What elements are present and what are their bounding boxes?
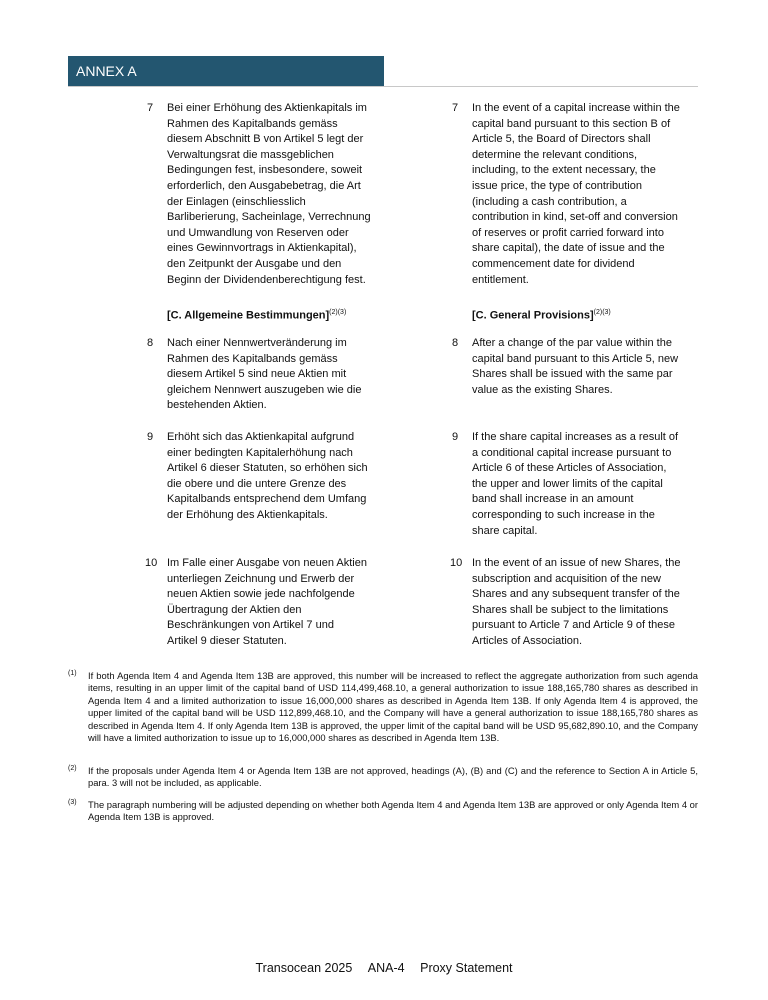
footnote-text: If the proposals under Agenda Item 4 or Agenda Item 13B are not approved, headings (A), (B) and (C) and the reference to Section A in Article 5, para. 3 will not be included, as applicable. (88, 765, 698, 789)
right-heading-footnote-ref: (2)(3) (593, 309, 611, 316)
right-p10-text: In the event of an issue of new Shares, the subscription and acquisition of the new Shares and any subsequent transfer of the Shares shall be subject to the limitations pursuant to Article 7 and Article 9 of these Articles of Association. (472, 557, 681, 647)
right-p8-number: 8 (452, 337, 459, 349)
footnote-marker: (1) (68, 670, 77, 677)
left-p10-text: Im Falle einer Ausgabe von neuen Aktien unterliegen Zeichnung und Erwerb der neuen Aktien sowie jede nachfolgende Übertragung der Aktien den Beschränkungen von Artikel 7 und Artikel 9 dieser Statuten. (167, 557, 367, 647)
right-heading-text: [C. General Provisions] (472, 309, 594, 322)
left-p8-text: Nach einer Nennwertveränderung im Rahmen des Kapitalbands gemäss diesem Artikel 5 sind neue Aktien mit gleichem Nennwert auszugeben wie die bestehenden Aktien. (167, 337, 362, 412)
left-p7-text: Bei einer Erhöhung des Aktienkapitals im Rahmen des Kapitalbands gemäss diesem Abschnitt B von Artikel 5 legt der Verwaltungsrat die massgeblichen Bedingungen fest, insbesondere, soweit erforderlich, den Ausgabebetrag, die Art der Einlagen (einschliesslich Barliberierung, Sacheinlage, Verrechnung und Umwandlung von Reserven oder eines Gewinnvortrags in Aktienkapital), den Zeitpunkt der Ausgabe und den Beginn der Dividendenberechtigung fest. (167, 102, 371, 286)
right-section-heading (472, 305, 611, 324)
page-footer (0, 961, 768, 975)
footnote-marker: (3) (68, 799, 77, 806)
annex-header: ANNEX A (68, 56, 384, 86)
right-p9-text: If the share capital increases as a result of a conditional capital increase pursuant to Article 6 of these Articles of Association, the upper and lower limits of the capital band shall increase in an amount corresponding to such increase in the share capital. (472, 431, 679, 537)
left-heading-text: [C. Allgemeine Bestimmungen] (167, 309, 330, 322)
right-p9-number: 9 (452, 431, 459, 443)
right-p7-number: 7 (452, 102, 459, 114)
footer-document: Proxy Statement (420, 961, 513, 975)
left-section-heading (167, 305, 346, 324)
footer-company: Transocean 2025 (255, 961, 353, 975)
left-p9-number: 9 (147, 431, 154, 443)
left-heading-footnote-ref: (2)(3) (329, 309, 347, 316)
left-p8-number: 8 (147, 337, 154, 349)
footnote-text: If both Agenda Item 4 and Agenda Item 13B are approved, this number will be increased to reflect the aggregate authorization from such agenda items, resulting in an upper limit of the capital band of USD 114,499,468.10, a general authorization to issue 188,165,780 shares as described in Agenda Item 4 and a limited authorization to issue 16,000,000 shares as described in Agenda Item 13B. If only Agenda Item 4 is approved, the upper limited of the capital band will be USD 112,899,468.10, and the Company will have a general authorization to issue 188,165,780 shares as described in Agenda Item 4. If only Agenda Item 13B is approved, the upper limit of the capital band will be USD 95,682,890.10, and the Company will have a limited authorization to issue up to 16,000,000 shares as described in Agenda Item 13B. (88, 670, 698, 744)
left-p7-number: 7 (147, 102, 154, 114)
header-divider (68, 86, 698, 87)
footnote-2 (68, 765, 698, 790)
left-p9-text: Erhöht sich das Aktienkapital aufgrund einer bedingten Kapitalerhöhung nach Artikel 6 dieser Statuten, so erhöhen sich die obere und die untere Grenze des Kapitalbands entsprechend dem Umfang der Erhöhung des Aktienkapitals. (167, 431, 368, 521)
right-p8-text: After a change of the par value within the capital band pursuant to this Article 5, new Shares shall be issued with the same par value as the existing Shares. (472, 337, 679, 396)
footnote-text: The paragraph numbering will be adjusted depending on whether both Agenda Item 4 and Agenda Item 13B are approved or only Agenda Item 4 or Agenda Item 13B is approved. (88, 799, 698, 823)
right-p10-number: 10 (450, 557, 463, 569)
right-p7-text: In the event of a capital increase within the capital band pursuant to this section B of Article 5, the Board of Directors shall determine the relevant conditions, including, to the extent necessary, the issue price, the type of contribution (including a cash contribution, a contribution in kind, set-off and conversion of reserves or profit carried forward into share capital), the date of issue and the commencement date for dividend entitlement. (472, 102, 680, 286)
left-p10-number: 10 (145, 557, 158, 569)
footnote-marker: (2) (68, 765, 77, 772)
footnote-3 (68, 799, 698, 824)
footer-page-number: ANA-4 (367, 961, 405, 975)
footnote-1 (68, 670, 698, 744)
